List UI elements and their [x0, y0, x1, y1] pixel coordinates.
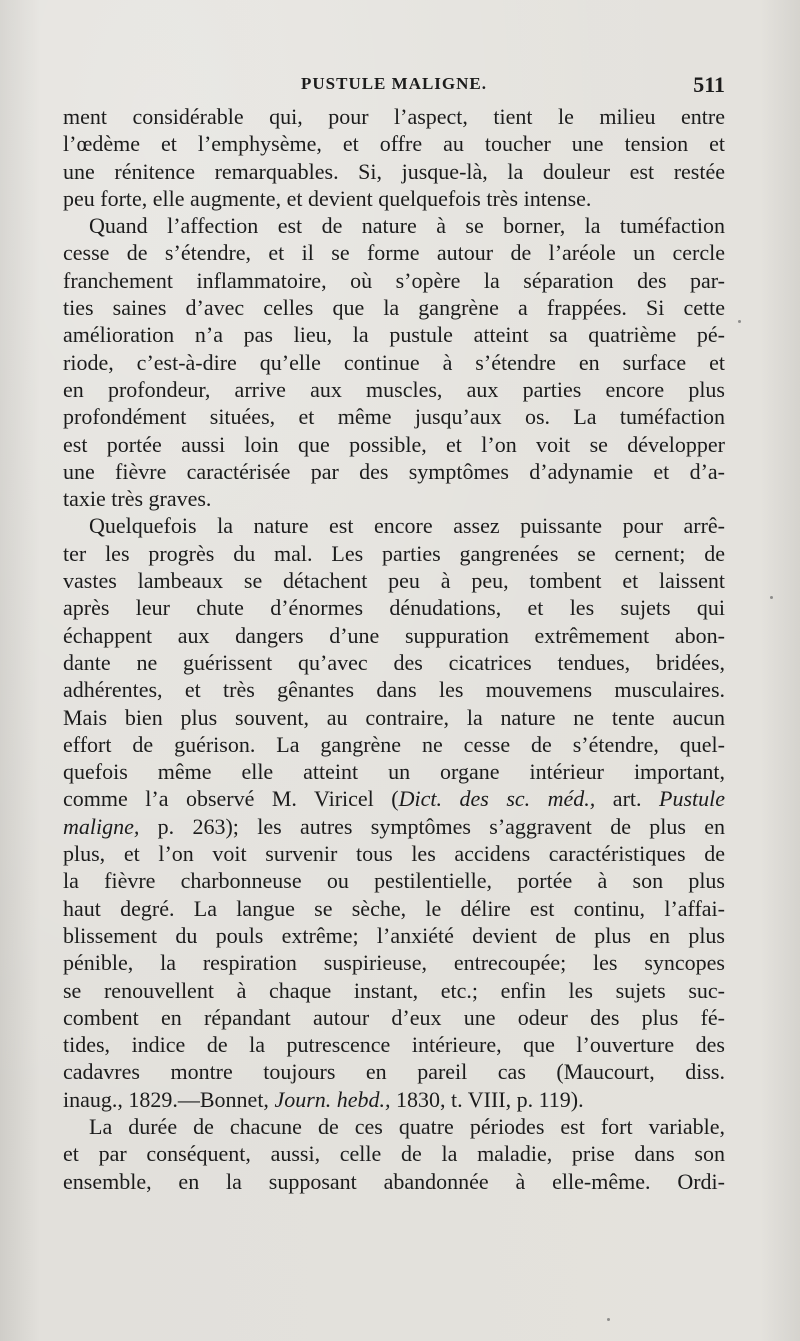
- citation-line: [63, 1086, 725, 1113]
- paragraph-1: [63, 103, 725, 212]
- paragraph-2: [63, 212, 725, 512]
- text-line: Quand l’affection est de nature à se borner, la tuméfaction: [89, 213, 725, 239]
- text-line: Quelquefois la nature est encore assez puissante pour arrê-: [89, 513, 725, 539]
- running-head: PUSTULE MALIGNE.: [300, 74, 488, 93]
- paper-speck: [607, 1318, 610, 1321]
- text-line: ensemble, en la supposant abandonnée à elle-même. Ordi-: [63, 1168, 725, 1194]
- text-span: p. 263); les autres symptômes s’aggravent de plus en: [139, 813, 725, 839]
- citation-article: maligne,: [63, 813, 140, 839]
- text-line: amélioration n’a pas lieu, la pustule atteint sa quatrième pé-: [63, 322, 725, 348]
- text-line: taxie très graves.: [63, 486, 212, 512]
- text-line: se renouvellent à chaque instant, etc.; enfin les sujets suc-: [63, 977, 725, 1003]
- text-line: adhérentes, et très gênantes dans les mouvemens musculaires.: [63, 677, 725, 703]
- text-line: profondément situées, et même jusqu’aux os. La tuméfaction: [63, 404, 725, 430]
- citation-title: Journ. hebd.,: [274, 1086, 391, 1112]
- text-line: en profondeur, arrive aux muscles, aux parties encore plus: [63, 376, 725, 402]
- text-line: ties saines d’avec celles que la gangrène a frappées. Si cette: [63, 295, 725, 321]
- text-line: haut degré. La langue se sèche, le délire est continu, l’affai-: [63, 895, 725, 921]
- text-line: une fièvre caractérisée par des symptômes d’adynamie et d’a-: [63, 458, 725, 484]
- text-line: ment considérable qui, pour l’aspect, tient le milieu entre: [63, 104, 725, 129]
- text-span: inaug., 1829.—Bonnet,: [63, 1086, 275, 1112]
- text-line: blissement du pouls extrême; l’anxiété devient de plus en plus: [63, 922, 725, 948]
- page-number: 511: [693, 72, 725, 97]
- text-span: 1830, t. VIII, p. 119).: [390, 1086, 584, 1112]
- text-line: et par conséquent, aussi, celle de la maladie, prise dans son: [63, 1141, 725, 1167]
- citation-article: Pustule: [659, 786, 725, 812]
- text-line: Mais bien plus souvent, au contraire, la nature ne tente aucun: [63, 704, 725, 730]
- text-line: cadavres montre toujours en pareil cas (Maucourt, diss.: [63, 1059, 725, 1085]
- text-line: plus, et l’on voit survenir tous les accidens caractéristiques de: [63, 841, 725, 867]
- body-text: [63, 103, 725, 1195]
- text-line: effort de guérison. La gangrène ne cesse de s’étendre, quel-: [63, 731, 725, 757]
- text-line: cesse de s’étendre, et il se forme autour de l’aréole un cercle: [63, 240, 725, 266]
- page-header: [63, 72, 725, 102]
- text-line: quefois même elle atteint un organe intérieur important,: [63, 759, 725, 785]
- text-line: est portée aussi loin que possible, et l’on voit se développer: [63, 431, 725, 457]
- text-line: une rénitence remarquables. Si, jusque-là, la douleur est restée: [63, 158, 725, 184]
- text-line: vastes lambeaux se détachent peu à peu, tombent et laissent: [63, 568, 725, 594]
- text-span: comme l’a observé M. Viricel (: [63, 786, 399, 812]
- text-line: pénible, la respiration suspirieuse, entrecoupée; les syncopes: [63, 950, 725, 976]
- text-line: La durée de chacune de ces quatre périodes est fort variable,: [89, 1113, 725, 1139]
- paper-speck: [738, 320, 741, 323]
- text-line: riode, c’est-à-dire qu’elle continue à s’étendre en surface et: [63, 349, 725, 375]
- text-line: échappent aux dangers d’une suppuration extrêmement abon-: [63, 622, 725, 648]
- text-line: peu forte, elle augmente, et devient quelquefois très intense.: [63, 185, 592, 211]
- text-span: art.: [595, 786, 660, 812]
- text-line: franchement inflammatoire, où s’opère la séparation des par-: [63, 267, 725, 293]
- text-line: tides, indice de la putrescence intérieure, que l’ouverture des: [63, 1032, 725, 1058]
- text-line: dante ne guérissent qu’avec des cicatrices tendues, bridées,: [63, 649, 725, 675]
- text-line: la fièvre charbonneuse ou pestilentielle, portée à son plus: [63, 868, 725, 894]
- text-line: après leur chute d’énormes dénudations, et les sujets qui: [63, 595, 725, 621]
- text-line: combent en répandant autour d’eux une odeur des plus fé-: [63, 1004, 725, 1030]
- citation-title: Dict. des sc. méd.,: [398, 786, 596, 812]
- paragraph-4: [63, 1113, 725, 1195]
- citation-line: [63, 813, 725, 840]
- paper-speck: [770, 596, 773, 599]
- citation-line: [63, 785, 725, 812]
- text-line: l’œdème et l’emphysème, et offre au toucher une tension et: [63, 131, 725, 157]
- text-line: ter les progrès du mal. Les parties gangrenées se cernent; de: [63, 540, 725, 566]
- paragraph-3: [63, 512, 725, 1113]
